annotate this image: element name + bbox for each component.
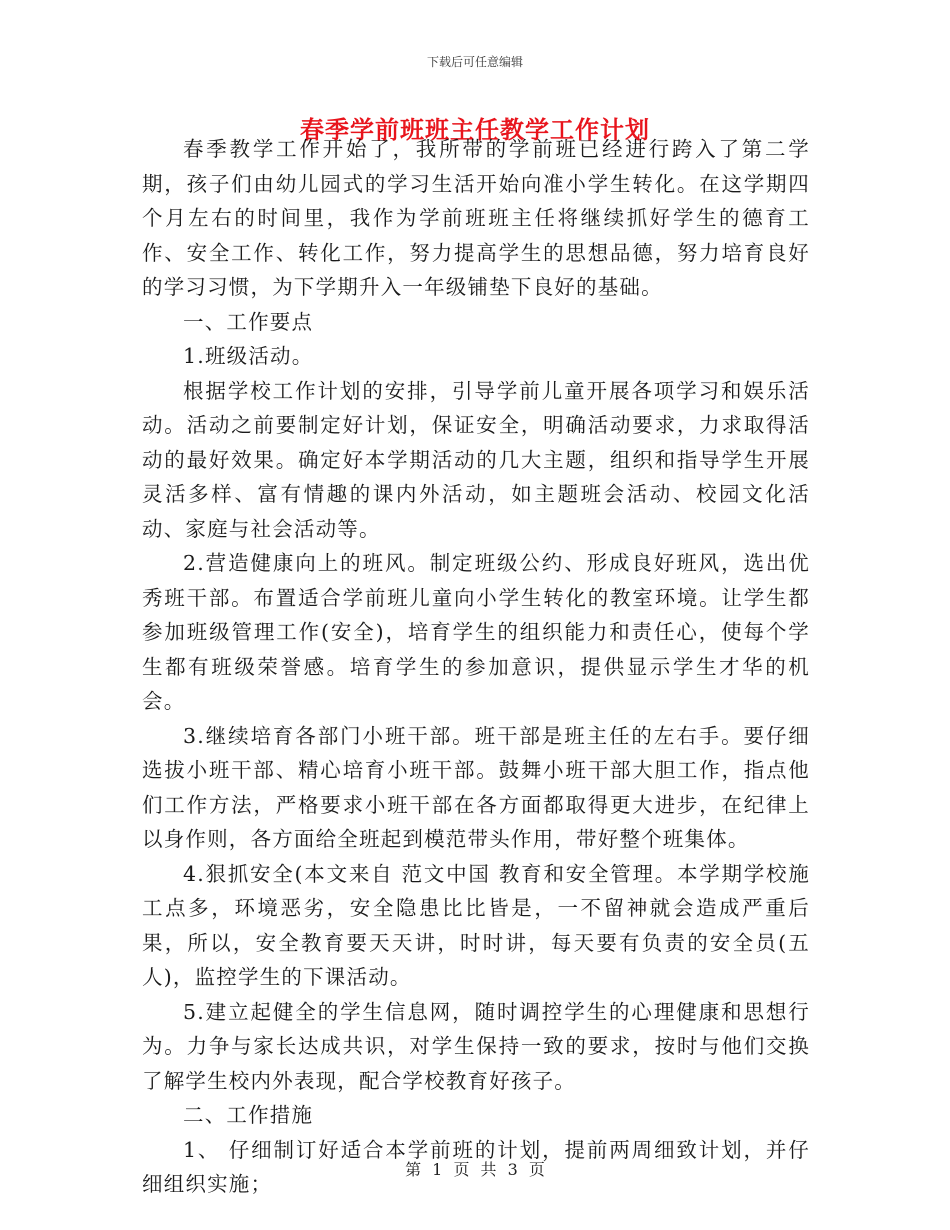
- header-note: 下载后可任意编辑: [426, 55, 523, 69]
- paragraph-class-leaders: 3.继续培育各部门小班干部。班干部是班主任的左右手。要仔细选拔小班干部、精心培育小班干部。鼓舞小班干部大胆工作，指点他们工作方法，严格要求小班干部在各方面都取得更大进步，在纪律上以身作则，各方面给全班起到模范带头作用，带好整个班集体。: [142, 723, 810, 851]
- paragraph-measure-1: 1、 仔细制订好适合本学前班的计划，提前两周细致计划，并仔细组织实施；: [142, 1137, 810, 1196]
- document-body: [142, 132, 810, 1202]
- item-heading-class-activities: 1.班级活动。: [183, 344, 314, 368]
- paragraph-class-spirit: 2.营造健康向上的班风。制定班级公约、形成良好班风，选出优秀班干部。布置适合学前班儿童向小学生转化的教室环境。让学生都参加班级管理工作(安全)，培育学生的组织能力和责任心，使每个学生都有班级荣誉感。培育学生的参加意识，提供显示学生才华的机会。: [142, 551, 810, 713]
- paragraph-activities: 根据学校工作计划的安排，引导学前儿童开展各项学习和娱乐活动。活动之前要制定好计划，保证安全，明确活动要求，力求取得活动的最好效果。确定好本学期活动的几大主题，组织和指导学生开展灵活多样、富有情趣的课内外活动，如主题班会活动、校园文化活动、家庭与社会活动等。: [142, 378, 810, 541]
- document-title: 春季学前班班主任教学工作计划: [300, 115, 650, 144]
- intro-paragraph: 春季教学工作开始了，我所带的学前班已经进行跨入了第二学期，孩子们由幼儿园式的学习生活开始向准小学生转化。在这学期四个月左右的时间里，我作为学前班班主任将继续抓好学生的德育工作、安全工作、转化工作，努力提高学生的思想品德，努力培育良好的学习习惯，为下学期升入一年级铺垫下良好的基础。: [142, 137, 810, 299]
- paragraph-safety: 4.狠抓安全(本文来自 范文中国 教育和安全管理。本学期学校施工点多，环境恶劣，安全隐患比比皆是，一不留神就会造成严重后果，所以，安全教育要天天讲，时时讲，每天要有负责的安全员(五人)，监控学生的下课活动。: [142, 861, 810, 989]
- page-footer: 第 1 页 共 3 页: [405, 1160, 545, 1179]
- paragraph-info-network: 5.建立起健全的学生信息网，随时调控学生的心理健康和思想行为。力争与家长达成共识，对学生保持一致的要求，按时与他们交换了解学生校内外表现，配合学校教育好孩子。: [142, 999, 810, 1093]
- section-heading-work-measures: 二、工作措施: [183, 1103, 314, 1127]
- section-heading-work-points: 一、工作要点: [183, 309, 314, 334]
